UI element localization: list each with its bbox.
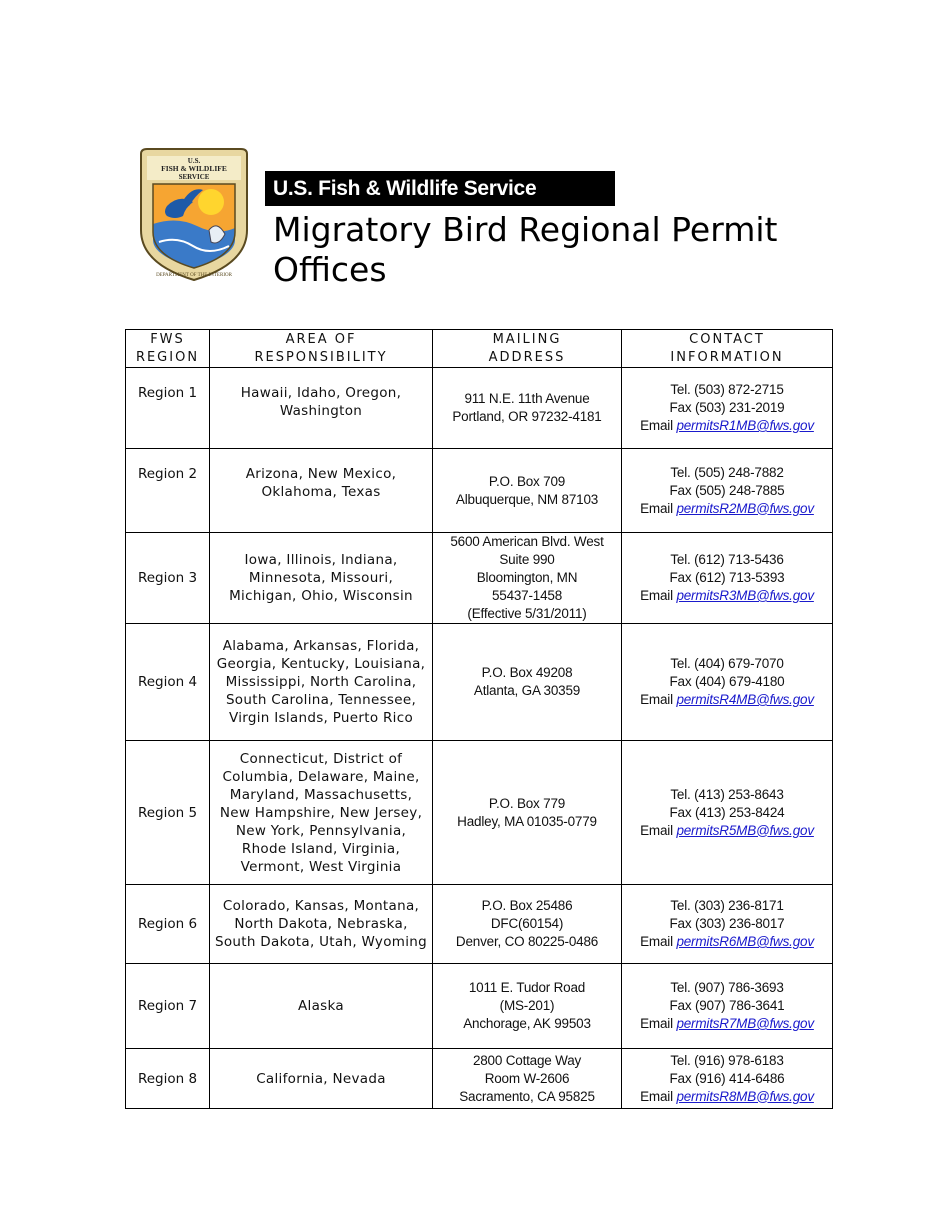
email-label: Email (640, 692, 677, 707)
email-line (626, 417, 828, 435)
fax: Fax (907) 786-3641 (669, 998, 785, 1013)
fws-logo (137, 146, 251, 282)
contact-cell (622, 1049, 833, 1109)
table-row (126, 964, 833, 1049)
telephone: Tel. (907) 786-3693 (670, 980, 784, 995)
email-link[interactable]: permitsR1MB@fws.gov (676, 418, 814, 433)
address-line: Suite 990 (499, 552, 555, 567)
area-cell (210, 741, 433, 885)
telephone: Tel. (303) 236-8171 (670, 898, 784, 913)
area-line: South Dakota, Utah, Wyoming (214, 934, 427, 950)
address-cell (433, 885, 622, 964)
fax: Fax (303) 236-8017 (669, 916, 785, 931)
contact-cell (622, 533, 833, 624)
email-link[interactable]: permitsR3MB@fws.gov (676, 588, 814, 603)
table-row (126, 624, 833, 741)
fax: Fax (505) 248-7885 (669, 482, 785, 498)
area-line: New Hampshire, New Jersey, (219, 804, 423, 821)
area-line: Georgia, Kentucky, Louisiana, (216, 656, 426, 672)
header-mailing-address (433, 330, 622, 368)
email-line (626, 1088, 828, 1106)
header-line: REGION (135, 350, 200, 365)
telephone: Tel. (916) 978-6183 (670, 1052, 784, 1068)
header-line: CONTACT (689, 332, 765, 347)
address-line: 5600 American Blvd. West (450, 534, 604, 549)
area-line: Colorado, Kansas, Montana, (222, 898, 420, 914)
contact-cell (622, 885, 833, 964)
address-line: (MS-201) (499, 998, 555, 1013)
email-link[interactable]: permitsR6MB@fws.gov (676, 934, 814, 949)
area-cell (210, 1049, 433, 1109)
email-label: Email (640, 934, 677, 949)
area-line: South Carolina, Tennessee, (225, 692, 417, 708)
area-line: Arizona, New Mexico, (245, 466, 397, 482)
email-line (626, 691, 828, 709)
area-line: Michigan, Ohio, Wisconsin (229, 588, 413, 604)
table-row (126, 449, 833, 533)
email-label: Email (640, 418, 677, 433)
address-line: P.O. Box 49208 (481, 665, 573, 680)
email-link[interactable]: permitsR7MB@fws.gov (676, 1016, 814, 1031)
fax: Fax (612) 713-5393 (669, 570, 785, 585)
area-cell (210, 368, 433, 449)
email-label: Email (640, 822, 677, 838)
address-cell (433, 449, 622, 533)
logo-text-top: U.S. (187, 157, 201, 165)
address-line: 2800 Cottage Way (472, 1052, 582, 1068)
area-line: New York, Pennsylvania, (235, 822, 407, 839)
telephone: Tel. (413) 253-8643 (670, 786, 784, 802)
table-row (126, 885, 833, 964)
address-line: 1011 E. Tudor Road (468, 980, 586, 995)
contact-cell (622, 741, 833, 885)
contact-cell (622, 449, 833, 533)
region-cell: Region 7 (126, 964, 210, 1049)
address-cell (433, 964, 622, 1049)
email-line (626, 1015, 828, 1033)
table-row (126, 368, 833, 449)
regional-offices-table (125, 329, 833, 1109)
logo-ring-text: DEPARTMENT OF THE INTERIOR (156, 273, 232, 278)
header-line: MAILING (492, 332, 562, 347)
address-line: Denver, CO 80225-0486 (455, 934, 599, 949)
header-contact-information (622, 330, 833, 368)
area-line: Alaska (298, 998, 344, 1014)
logo-text-mid: FISH & WILDLIFE (161, 164, 227, 173)
area-line: Virgin Islands, Puerto Rico (228, 710, 414, 726)
area-line: Maryland, Massachusetts, (229, 786, 413, 803)
email-label: Email (640, 500, 677, 516)
fax: Fax (916) 414-6486 (669, 1070, 785, 1086)
email-line (626, 500, 828, 518)
header-line: INFORMATION (670, 350, 784, 365)
telephone: Tel. (404) 679-7070 (670, 656, 784, 671)
header-line: AREA OF (285, 332, 357, 347)
area-line: Mississippi, North Carolina, (225, 674, 417, 690)
email-link[interactable]: permitsR2MB@fws.gov (676, 500, 814, 516)
address-line: Room W-2606 (484, 1070, 570, 1086)
telephone: Tel. (505) 248-7882 (670, 464, 784, 480)
email-link[interactable]: permitsR4MB@fws.gov (676, 692, 814, 707)
address-line: Sacramento, CA 95825 (459, 1088, 595, 1104)
area-line: Columbia, Delaware, Maine, (222, 768, 420, 785)
header-area-of-responsibility (210, 330, 433, 368)
header-line: FWS (150, 332, 185, 347)
email-line (626, 822, 828, 840)
area-cell (210, 533, 433, 624)
area-line: Alabama, Arkansas, Florida, (222, 638, 420, 654)
region-cell: Region 4 (126, 624, 210, 741)
area-line: Hawaii, Idaho, Oregon, (240, 385, 402, 401)
email-link[interactable]: permitsR8MB@fws.gov (676, 1088, 814, 1104)
contact-cell (622, 368, 833, 449)
area-line: Oklahoma, Texas (261, 484, 381, 500)
header-line: RESPONSIBILITY (254, 350, 388, 365)
header-line: ADDRESS (488, 350, 566, 365)
email-line (626, 933, 828, 951)
address-line: Atlanta, GA 30359 (473, 683, 581, 698)
email-label: Email (640, 1088, 677, 1104)
area-line: Connecticut, District of (239, 750, 403, 767)
address-line: Portland, OR 97232-4181 (452, 409, 602, 424)
fax: Fax (404) 679-4180 (669, 674, 785, 689)
address-cell (433, 1049, 622, 1109)
area-line: Minnesota, Missouri, (248, 570, 394, 586)
table-header-row (126, 330, 833, 368)
header-fws-region (126, 330, 210, 368)
area-line: Washington (279, 403, 363, 419)
contact-cell (622, 624, 833, 741)
address-line: DFC(60154) (490, 916, 564, 931)
area-line: North Dakota, Nebraska, (234, 916, 408, 932)
address-cell (433, 741, 622, 885)
address-line: Albuquerque, NM 87103 (455, 491, 599, 507)
table-row (126, 1049, 833, 1109)
region-cell: Region 1 (126, 368, 210, 449)
address-line: P.O. Box 779 (488, 795, 566, 811)
telephone: Tel. (612) 713-5436 (670, 552, 784, 567)
area-cell (210, 885, 433, 964)
email-label: Email (640, 1016, 677, 1031)
agency-banner: U.S. Fish & Wildlife Service (265, 171, 615, 206)
table-row (126, 533, 833, 624)
area-cell (210, 964, 433, 1049)
fax: Fax (503) 231-2019 (669, 400, 785, 415)
address-cell (433, 533, 622, 624)
address-line: P.O. Box 25486 (481, 898, 573, 913)
region-cell: Region 3 (126, 533, 210, 624)
email-link[interactable]: permitsR5MB@fws.gov (676, 822, 814, 838)
area-line: Rhode Island, Virginia, (241, 840, 401, 857)
region-cell: Region 8 (126, 1049, 210, 1109)
table-row (126, 741, 833, 885)
address-cell (433, 624, 622, 741)
email-line (626, 587, 828, 605)
email-label: Email (640, 588, 677, 603)
address-line: Bloomington, MN (476, 570, 578, 585)
contact-cell (622, 964, 833, 1049)
area-line: Vermont, West Virginia (240, 858, 402, 875)
address-line: Hadley, MA 01035-0779 (457, 813, 597, 829)
area-cell (210, 624, 433, 741)
telephone: Tel. (503) 872-2715 (670, 382, 784, 397)
address-line: (Effective 5/31/2011) (467, 606, 587, 621)
address-cell (433, 368, 622, 449)
address-line: P.O. Box 709 (488, 473, 566, 489)
region-cell: Region 2 (126, 449, 210, 533)
region-cell: Region 5 (126, 741, 210, 885)
area-line: California, Nevada (256, 1070, 386, 1087)
address-line: 911 N.E. 11th Avenue (464, 391, 590, 406)
address-line: 55437-1458 (491, 588, 563, 603)
address-line: Anchorage, AK 99503 (463, 1016, 591, 1031)
region-cell: Region 6 (126, 885, 210, 964)
page-title: Migratory Bird Regional Permit Offices (273, 210, 778, 289)
area-line: Iowa, Illinois, Indiana, (244, 552, 398, 568)
fws-shield-emblem (137, 146, 251, 282)
logo-text-bottom: SERVICE (178, 173, 210, 181)
area-cell (210, 449, 433, 533)
fax: Fax (413) 253-8424 (669, 804, 785, 820)
